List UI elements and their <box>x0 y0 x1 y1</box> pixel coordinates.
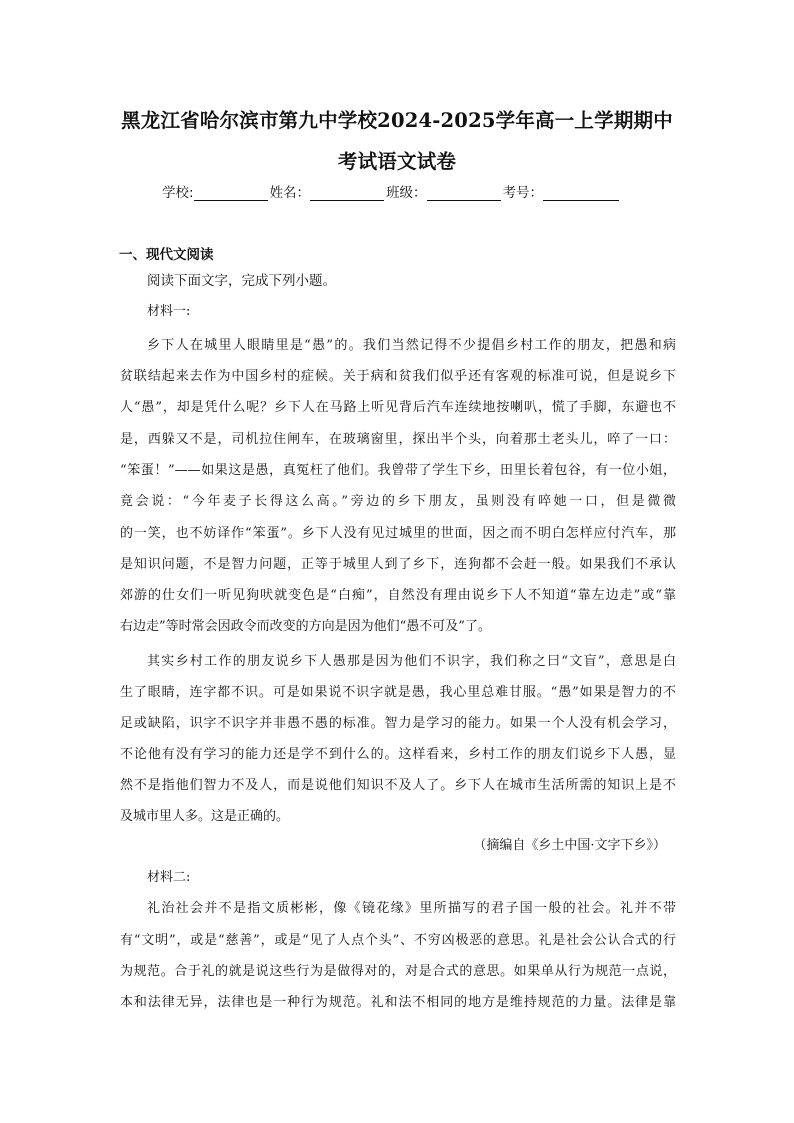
class-blank[interactable] <box>427 186 501 201</box>
number-blank[interactable] <box>543 186 619 201</box>
paragraph-line: 贫联结起来去作为中国乡村的症候。关于病和贫我们似乎还有客观的标准可说，但是说乡下 <box>120 369 676 384</box>
exam-title-line1: 黑龙江省哈尔滨市第九中学校2024-2025学年高一上学期期中 <box>121 109 673 132</box>
paragraph-line: 郊游的仕女们一听见狗吠就变色是“白痴”，自然没有理由说乡下人不知道“靠左边走”或“靠 <box>120 588 676 603</box>
paragraph-line: 有“文明”，或是“慈善”，或是“见了人点个头”、不穷凶极恶的意思。礼是社会公认合式的行 <box>120 933 676 948</box>
name-blank[interactable] <box>310 186 384 201</box>
paragraph-line: 为规范。合于礼的就是说这些行为是做得对的，对是合式的意思。如果单从行为规范一点说， <box>120 964 676 979</box>
paragraph-line: 然不是指他们智力不及人，而是说他们知识不及人了。乡下人在城市生活所需的知识上是不 <box>120 778 676 793</box>
paragraph-line: 其实乡村工作的朋友说乡下人愚那是因为他们不识字，我们称之曰“文盲”，意思是白 <box>147 654 676 669</box>
paragraph-line: 的一笑，也不妨译作“笨蛋”。乡下人没有见过城里的世面，因之而不明白怎样应付汽车，那 <box>120 526 676 541</box>
paragraph-line: 足或缺陷，识字不识字并非愚不愚的标准。智力是学习的能力。如果一个人没有机会学习， <box>120 716 676 731</box>
material1-label: 材料一: <box>147 304 191 319</box>
paragraph-line: 乡下人在城里人眼睛里是“愚”的。我们当然记得不少提倡乡村工作的朋友，把愚和病 <box>147 338 676 353</box>
paragraph-line: 是知识问题，不是智力问题，正等于城里人到了乡下，连狗都不会赶一般。如果我们不承认 <box>120 557 676 572</box>
school-blank[interactable] <box>194 186 268 201</box>
paragraph-line: 人“愚”，却是凭什么呢？乡下人在马路上听见背后汽车连续地按喇叭，慌了手脚，东避也不 <box>120 400 676 415</box>
paragraph-line: “笨蛋！”——如果这是愚，真冤枉了他们。我曾带了学生下乡，田里长着包谷，有一位小姐， <box>120 463 676 478</box>
class-label: 班级： <box>386 185 427 201</box>
exam-title-line2: 考试语文试卷 <box>337 150 457 173</box>
paragraph-line: 右边走”等时常会因政令而改变的方向是因为他们“愚不可及”了。 <box>120 619 491 634</box>
name-label: 姓名： <box>269 185 311 201</box>
number-label: 考号： <box>502 185 544 201</box>
instruction-text: 阅读下面文字，完成下列小题。 <box>147 273 336 289</box>
paragraph-line: 礼治社会并不是指文质彬彬，像《镜花缘》里所描写的君子国一般的社会。礼并不带 <box>147 901 676 916</box>
material2-label: 材料二: <box>147 870 191 885</box>
paragraph-line: 不论他有没有学习的能力还是学不到什么的。这样看来，乡村工作的朋友们说乡下人愚，显 <box>120 747 676 762</box>
school-label: 学校: <box>162 185 194 201</box>
student-info-row <box>162 181 642 201</box>
paragraph-line: 竟会说：“今年麦子长得这么高。”旁边的乡下朋友，虽则没有啐她一口，但是微微 <box>120 494 676 509</box>
section-heading: 一、现代文阅读 <box>119 247 214 263</box>
paragraph-line: 是，西躲又不是，司机拉住闸车，在玻璃窗里，探出半个头，向着那土老头儿，啐了一口： <box>120 432 676 447</box>
material1-source: （摘编自《乡土中国·文字下乡》） <box>473 838 666 853</box>
paragraph-line: 生了眼睛，连字都不识。可是如果说不识字就是愚，我心里总难甘服。“愚”如果是智力的不 <box>120 685 676 700</box>
paragraph-line: 及城市里人多。这是正确的。 <box>120 809 290 824</box>
paragraph-line: 本和法律无异，法律也是一种行为规范。礼和法不相同的地方是维持规范的力量。法律是靠 <box>120 995 676 1010</box>
